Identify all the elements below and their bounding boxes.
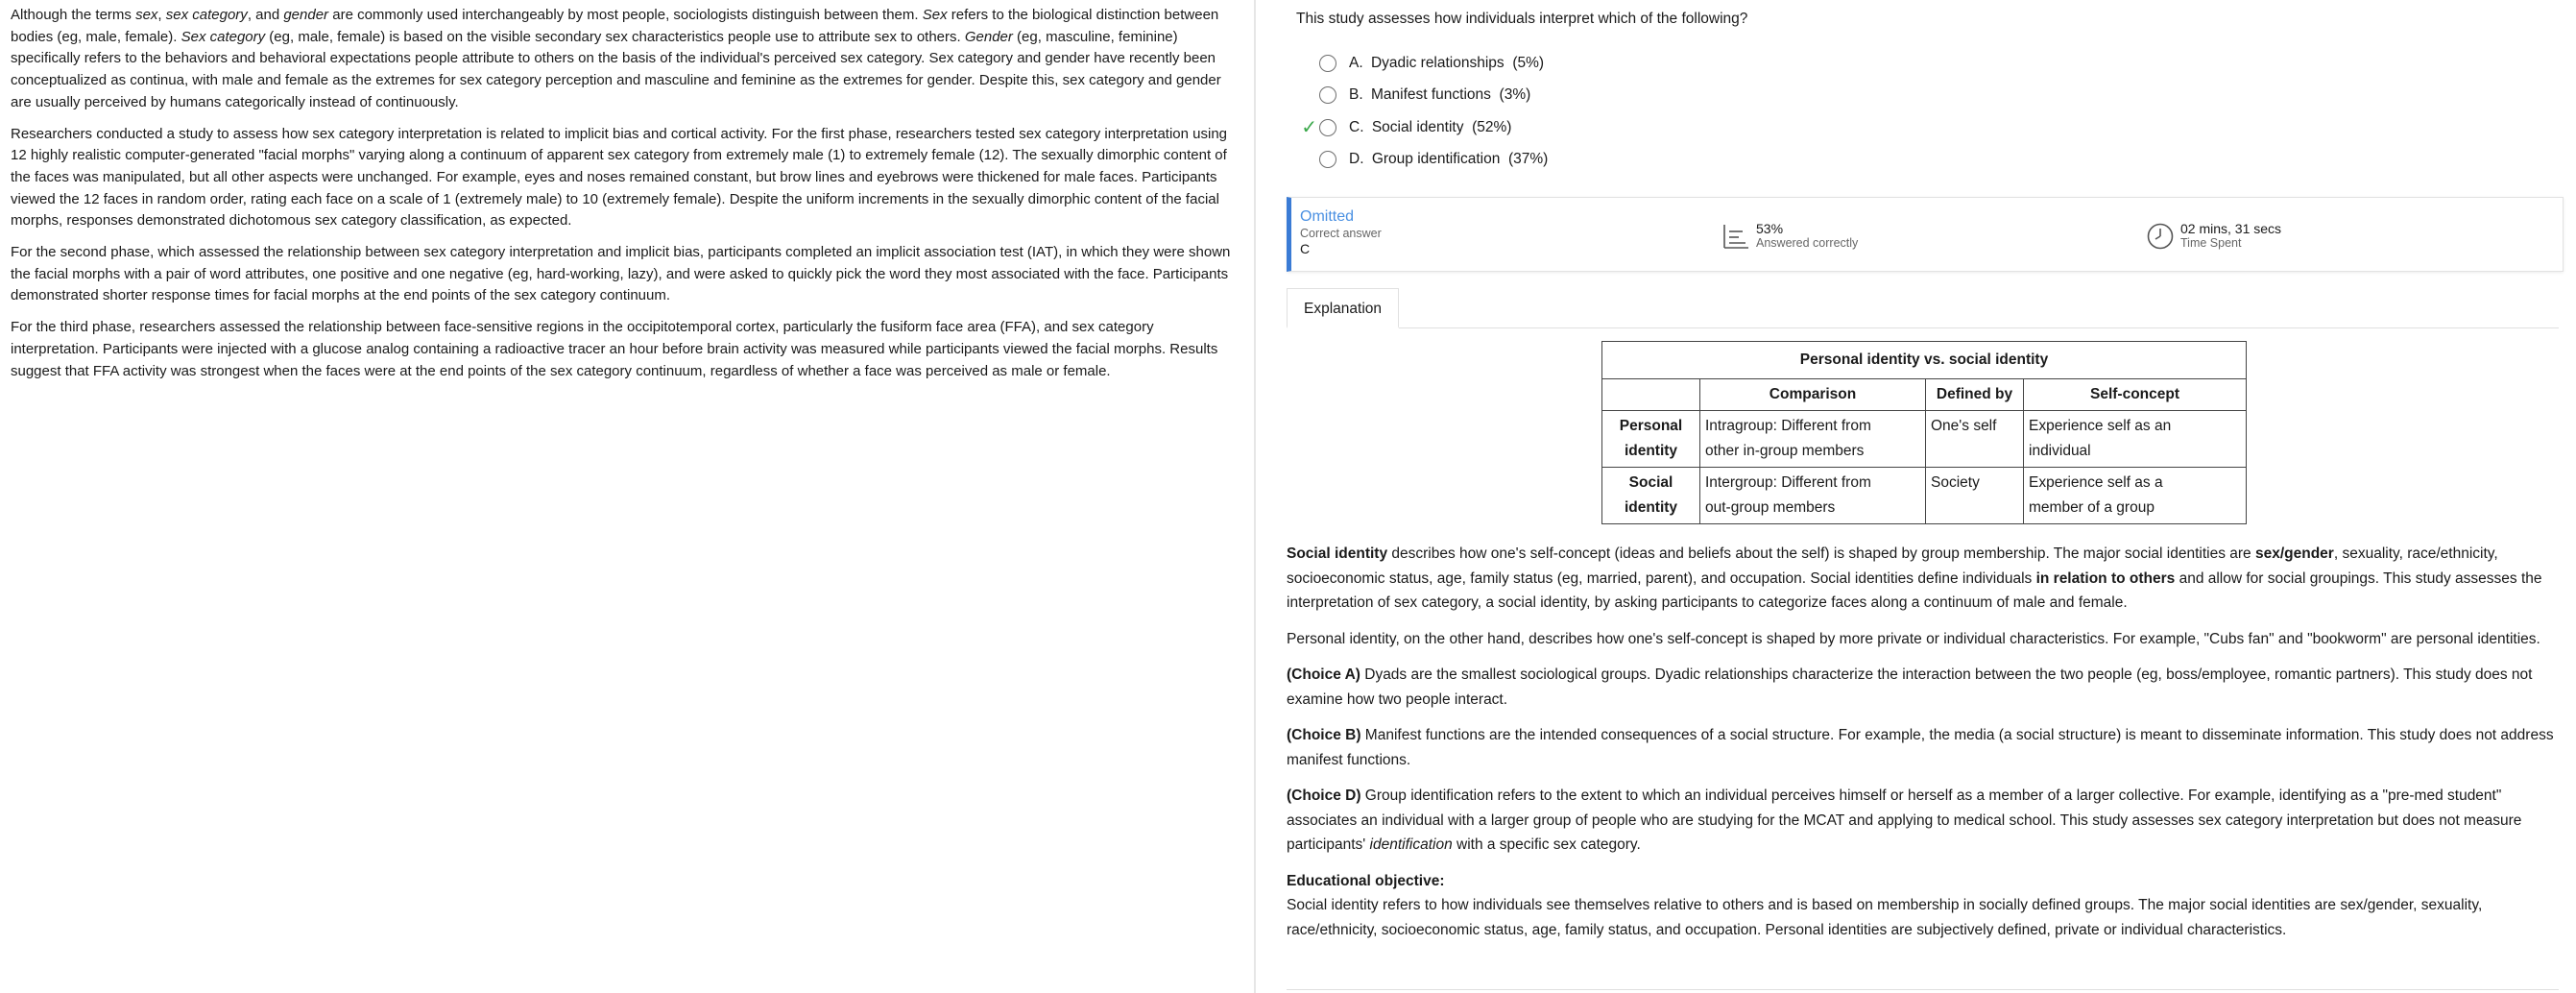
educational-objective-text: Social identity refers to how individuals see themselves relative to others and is based on membership in socially defined groups. The major social identities are sex/gender, sexuality, race/ethnicity, socioeconomic status, age, family status, and occupation. Personal identities are subjectively defined, private or individual characteristics.: [1287, 897, 2483, 938]
omitted-status: [1300, 208, 1382, 256]
question-stem: This study assesses how individuals interpret which of the following?: [1296, 11, 1748, 27]
table-header: Self-concept: [2024, 379, 2247, 411]
passage-pane: [0, 0, 1256, 993]
choice-b-explanation: (Choice B) Manifest functions are the intended consequences of a social structure. For example, the media (a social structure) is meant to disseminate information. This study does not address manifest functions.: [1287, 727, 2554, 768]
table-header: Comparison: [1700, 379, 1926, 411]
passage-paragraph-1: Although the terms sex, sex category, and gender are commonly used interchangeably by most people, sociologists distinguish between them. Sex refers to the biological distinction between bodies (eg, male, female). Sex category (eg, male, female) is based on the visible secondary sex characteristics people use to attribute sex to others. Gender (eg, masculine, feminine) specifically refers to the behaviors and behavioral expectations people attribute to others on the basis of the individual's perceived sex category. Sex category and gender have recently been conceptualized as continua, with male and female as the extremes for sex category perception and masculine and feminine as the extremes for gender. Despite this, sex category and gender are usually perceived by humans categorically instead of continuously.: [11, 7, 1221, 110]
correct-answer-label: Correct answer: [1300, 227, 1382, 240]
choice-d[interactable]: D. Group identification (37%): [1287, 144, 2559, 177]
choice-b[interactable]: B. Manifest functions (3%): [1287, 80, 2559, 112]
explanation-paragraph: Personal identity, on the other hand, describes how one's self-concept is shaped by more private or individual characteristics. For example, "Cubs fan" and "bookworm" are personal identities.: [1287, 630, 2540, 647]
bar-chart-icon: [1721, 222, 1750, 251]
radio-button[interactable]: [1319, 119, 1336, 136]
question-pane: [1256, 0, 2576, 993]
tab-bar: [1287, 288, 2559, 328]
correct-answer-value: C: [1300, 241, 1311, 256]
checkmark-icon: ✓: [1301, 117, 1317, 139]
radio-button[interactable]: [1319, 151, 1336, 168]
omitted-label: Omitted: [1300, 208, 1355, 225]
passage-paragraph-3: For the second phase, which assessed the relationship between sex category interpretation and implicit bias, participants completed an implicit association test (IAT), in which they were shown the facial morphs with a pair of word attributes, one positive and one negative (eg, hard-working, lazy), and were asked to quickly pick the word they most associated with the face. Participants demonstrated shorter response times for facial morphs at the end points of the sex category continuum.: [11, 244, 1231, 304]
tab-explanation[interactable]: Explanation: [1287, 288, 1399, 328]
passage-paragraph-4: For the third phase, researchers assessed the relationship between face-sensitive regions in the occipitotemporal cortex, particularly the fusiform face area (FFA), and sex category interpretation. Participants were injected with a glucose analog containing a radioactive tracer an hour before brain activity was measured while participants viewed the facial morphs. Results suggest that FFA activity was strongest when the faces were at the end points of the sex category continuum, regardless of whether a face was perceived as male or female.: [11, 319, 1218, 379]
radio-button[interactable]: [1319, 86, 1336, 104]
table-row: Social identity Intergroup: Different from out-group members Society Experience self as a member of a group: [1602, 468, 2247, 524]
table-title: Personal identity vs. social identity: [1602, 342, 2247, 379]
percent-correct-stat: [1721, 222, 1858, 251]
answer-choices: [1287, 47, 2559, 176]
choice-a-explanation: (Choice A) Dyads are the smallest sociological groups. Dyadic relationships characterize the interaction between the two people (eg, boss/employee, romantic partners). This study does not examine how two people interact.: [1287, 666, 2533, 708]
stats-bar: [1287, 197, 2564, 272]
choice-d-explanation: (Choice D) Group identification refers to the extent to which an individual perceives himself or herself as a member of a larger collective. For example, identifying as a "pre-med student" associates an individual with a larger group of people who are studying for the MCAT and applying to medical school. This study assesses sex category interpretation but does not measure participants' identification with a specific sex category.: [1287, 787, 2522, 853]
time-spent-value: 02 mins, 31 secs: [2180, 221, 2282, 236]
clock-icon: [2146, 222, 2175, 251]
percent-correct-value: 53%: [1756, 221, 1784, 236]
table-row: Personal identity Intragroup: Different from other in-group members One's self Experience self as an individual: [1602, 411, 2247, 468]
choice-c[interactable]: ✓ C. Social identity (52%): [1287, 111, 2559, 144]
identity-comparison-table: [1601, 341, 2247, 524]
radio-button[interactable]: [1319, 55, 1336, 72]
percent-correct-label: Answered correctly: [1756, 236, 1859, 250]
explanation-body: [1287, 542, 2559, 942]
time-spent-label: Time Spent: [2180, 236, 2242, 250]
time-spent-stat: [2146, 222, 2281, 251]
passage-paragraph-2: Researchers conducted a study to assess how sex category interpretation is related to implicit bias and cortical activity. For the first phase, researchers tested sex category interpretation using 12 highly realistic computer-generated "facial morphs" varying along a continuum of apparent sex category from extremely male (1) to extremely female (12). The sexually dimorphic content of the faces was manipulated, but all other aspects were unchanged. For example, eyes and noses remained constant, but brow lines and eyebrows were thickened for male faces. Participants viewed the 12 faces in random order, rating each face on a scale of 1 (extremely male) to 10 (extremely female). Despite the uniform increments in the sexually dimorphic content of the facial morphs, responses demonstrated dichotomous sex category classification, as expected.: [11, 125, 1228, 230]
choice-a[interactable]: A. Dyadic relationships (5%): [1287, 47, 2559, 80]
table-header: Defined by: [1926, 379, 2024, 411]
educational-objective-heading: Educational objective:: [1287, 872, 1445, 889]
explanation-paragraph: Social identity describes how one's self-concept (ideas and beliefs about the self) is shaped by group membership. The major social identities are sex/gender, sexuality, race/ethnicity, socioeconomic status, age, family status (eg, married, parent), and occupation. Social identities define individuals in relation to others and allow for social groupings. This study assesses the interpretation of sex category, a social identity, by asking participants to categorize faces along a continuum of male and female.: [1287, 545, 2542, 611]
